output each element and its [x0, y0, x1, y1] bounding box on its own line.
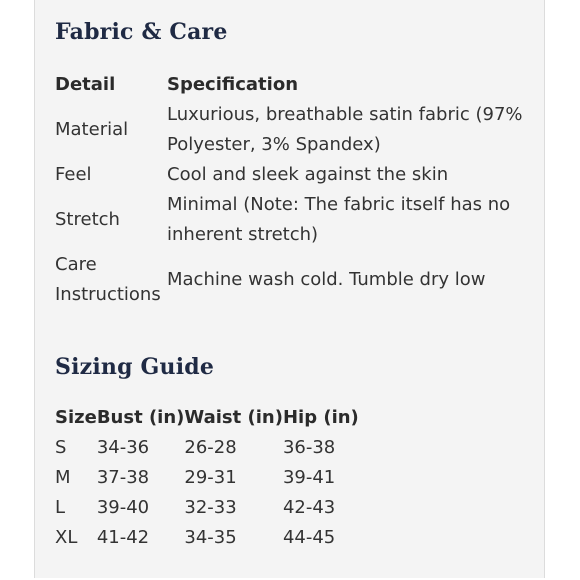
waist-cell: 29-31: [184, 467, 237, 488]
hip-cell: 36-38: [282, 437, 336, 458]
sizing-guide-heading: Sizing Guide: [55, 354, 215, 380]
size-cell: XL: [55, 527, 78, 548]
spec-cell: Luxurious, breathable satin fabric (97% Polyester, 3% Spandex): [167, 104, 523, 155]
size-table-header: [55, 403, 363, 433]
size-row-l: [55, 493, 363, 523]
detail-cell: Material: [55, 119, 129, 140]
size-cell: M: [55, 467, 71, 488]
detail-cell: Care Instructions: [55, 254, 161, 305]
waist-cell: 34-35: [184, 527, 237, 548]
spec-cell: Machine wash cold. Tumble dry low: [167, 269, 486, 290]
waist-cell: 32-33: [184, 497, 237, 518]
fabric-table-header: [55, 70, 527, 100]
waist-cell: 26-28: [184, 437, 237, 458]
fabric-care-table: [55, 70, 527, 310]
hip-column-header: Hip (in): [282, 407, 359, 428]
sizing-guide-table: [55, 403, 363, 553]
bust-cell: 37-38: [96, 467, 150, 488]
spec-cell: Minimal (Note: The fabric itself has no inherent stretch): [167, 194, 511, 245]
detail-cell: Stretch: [55, 209, 120, 230]
waist-column-header: Waist (in): [184, 407, 283, 428]
size-row-xl: [55, 523, 363, 553]
fabric-care-heading: Fabric & Care: [55, 19, 228, 45]
hip-cell: 42-43: [282, 497, 336, 518]
size-cell: L: [55, 497, 66, 518]
size-row-m: [55, 463, 363, 493]
bust-column-header: Bust (in): [96, 407, 185, 428]
size-cell: S: [55, 437, 67, 458]
hip-cell: 39-41: [282, 467, 336, 488]
bust-cell: 39-40: [96, 497, 150, 518]
bust-cell: 41-42: [96, 527, 150, 548]
detail-column-header: Detail: [55, 74, 116, 95]
detail-cell: Feel: [55, 164, 92, 185]
fabric-row-material: [55, 100, 527, 160]
product-details-panel: [34, 0, 545, 578]
bust-cell: 34-36: [96, 437, 150, 458]
fabric-row-feel: [55, 160, 527, 190]
size-column-header: Size: [55, 407, 97, 428]
fabric-row-care-instructions: [55, 250, 527, 310]
specification-column-header: Specification: [167, 74, 299, 95]
hip-cell: 44-45: [282, 527, 336, 548]
spec-cell: Cool and sleek against the skin: [167, 164, 449, 185]
fabric-row-stretch: [55, 190, 527, 250]
size-row-s: [55, 433, 363, 463]
